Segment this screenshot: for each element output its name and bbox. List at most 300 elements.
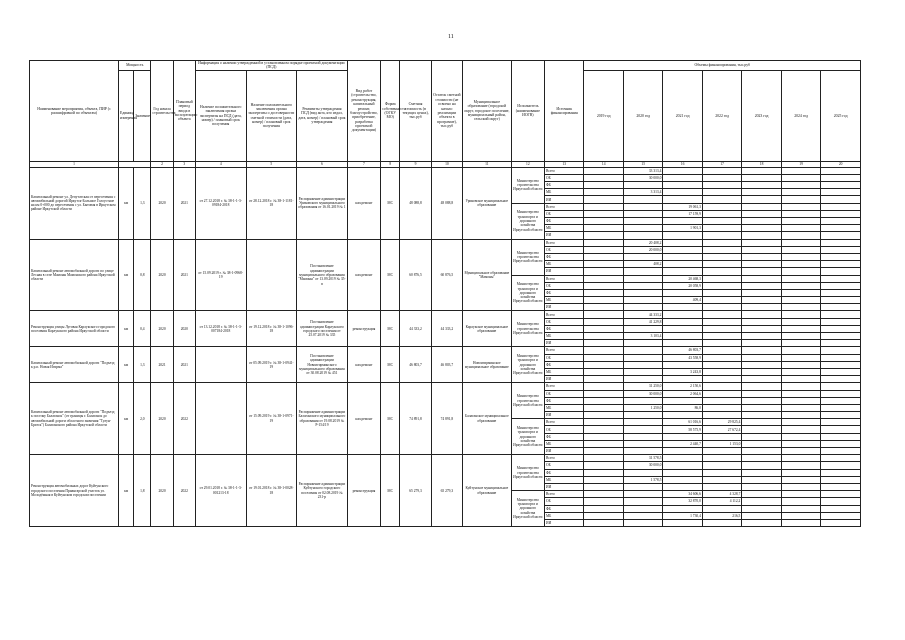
funding-value	[781, 512, 820, 519]
funding-source: ФБ	[545, 182, 584, 189]
funding-value	[742, 376, 781, 383]
project-name: Капитальный ремонт автомобильной дороги "Подъезд к р.п. Новая Игирма"	[30, 347, 119, 383]
funding-value	[623, 519, 662, 526]
project-name: Капитальный ремонт автомобильной дороги по улице Лесная в селе Мамоны Мамонского района Иркутской области	[30, 239, 119, 311]
project-unit: км	[119, 383, 134, 455]
project-municipality: Уриковское муниципальное образование	[463, 167, 512, 239]
funding-value	[821, 483, 861, 490]
funding-value	[742, 505, 781, 512]
funding-value	[781, 340, 820, 347]
funding-value	[742, 225, 781, 232]
project-unit: км	[119, 347, 134, 383]
project-cost: 74 891,8	[400, 383, 431, 455]
project-reliability: от 19.12.2018 г. № 38-1-1096-18	[246, 311, 297, 347]
project-approval: Постановление администрации Новоигирминского муниципального образования от 30.08.2019 № 451	[297, 347, 348, 383]
funding-value	[742, 189, 781, 196]
funding-value: 61 016,6	[663, 419, 702, 426]
funding-value	[821, 210, 861, 217]
project-value: 1,3	[134, 347, 151, 383]
column-number: 11	[463, 161, 512, 167]
funding-value	[781, 189, 820, 196]
project-work-type: кап.ремонт	[347, 239, 380, 311]
funding-source: ИИ	[545, 519, 584, 526]
header-unit: Единица измерения	[119, 70, 134, 161]
funding-value	[702, 182, 741, 189]
funding-value	[742, 196, 781, 203]
header-year-2023: 2023 год	[742, 70, 781, 161]
funding-value	[702, 376, 741, 383]
funding-value	[702, 167, 741, 174]
funding-value	[663, 174, 702, 181]
funding-value: 19 061,3	[663, 203, 702, 210]
project-work-type: кап.ремонт	[347, 347, 380, 383]
funding-value	[821, 268, 861, 275]
funding-value	[781, 239, 820, 246]
funding-source: МБ	[545, 189, 584, 196]
funding-value	[781, 383, 820, 390]
funding-value	[623, 397, 662, 404]
funding-value	[821, 390, 861, 397]
funding-value: 1 153,0	[702, 440, 741, 447]
funding-value	[663, 196, 702, 203]
column-number: 5	[246, 161, 297, 167]
funding-value	[821, 440, 861, 447]
project-conclusion: от 29.01.2018 г. № 38-1-1-3-001213-18	[195, 455, 246, 527]
funding-value	[821, 491, 861, 498]
table-row	[30, 455, 861, 462]
header-plan-term: Плановый период ввода в эксплуатацию объекта	[173, 61, 195, 162]
funding-value	[821, 347, 861, 354]
funding-value	[584, 469, 623, 476]
funding-value	[584, 419, 623, 426]
funding-source: МБ	[545, 261, 584, 268]
project-value: 2,0	[134, 383, 151, 455]
funding-value	[781, 426, 820, 433]
funding-value	[821, 196, 861, 203]
funding-value	[821, 182, 861, 189]
funding-value	[742, 268, 781, 275]
funding-value	[821, 318, 861, 325]
funding-value	[781, 210, 820, 217]
funding-value	[623, 440, 662, 447]
project-year-start: 2020	[151, 239, 173, 311]
funding-value	[821, 167, 861, 174]
funding-value	[742, 174, 781, 181]
funding-value	[742, 246, 781, 253]
funding-value	[742, 397, 781, 404]
funding-source: МБ	[545, 225, 584, 232]
funding-value	[663, 455, 702, 462]
funding-value	[821, 261, 861, 268]
column-number: 9	[400, 161, 431, 167]
funding-value: 1 250,0	[623, 404, 662, 411]
page-number: 11	[448, 34, 454, 40]
funding-value	[702, 333, 741, 340]
funding-value	[821, 311, 861, 318]
funding-value	[702, 412, 741, 419]
funding-value: 31 578,5	[623, 455, 662, 462]
project-unit: км	[119, 455, 134, 527]
funding-value	[584, 397, 623, 404]
project-municipality: Куйтунское муниципальное образование	[463, 455, 512, 527]
table-row	[30, 167, 861, 174]
funding-value	[584, 225, 623, 232]
funding-value	[821, 203, 861, 210]
funding-value	[584, 289, 623, 296]
funding-source: ФБ	[545, 325, 584, 332]
funding-value	[781, 462, 820, 469]
funding-value	[781, 174, 820, 181]
project-remaining: 65 279,3	[431, 455, 462, 527]
funding-value	[742, 476, 781, 483]
funding-value	[781, 390, 820, 397]
funding-value	[584, 203, 623, 210]
column-number: 19	[781, 161, 820, 167]
funding-value	[781, 311, 820, 318]
column-number: 17	[702, 161, 741, 167]
project-value: 0,4	[134, 311, 151, 347]
funding-value	[584, 333, 623, 340]
funding-value	[623, 210, 662, 217]
funding-value: 43 558,9	[663, 354, 702, 361]
column-number: 4	[195, 161, 246, 167]
funding-value: 409,4	[663, 297, 702, 304]
funding-value	[663, 519, 702, 526]
project-cost: 65 279,3	[400, 455, 431, 527]
funding-value	[742, 203, 781, 210]
funding-value	[781, 376, 820, 383]
funding-value	[663, 462, 702, 469]
project-ownership: МС	[381, 455, 400, 527]
funding-value: 34 606,6	[663, 491, 702, 498]
funding-value	[584, 347, 623, 354]
funding-value	[623, 225, 662, 232]
funding-value	[623, 232, 662, 239]
executor-cell: Министерство строительства Иркутской области	[511, 383, 544, 419]
funding-value	[742, 182, 781, 189]
funding-value	[781, 469, 820, 476]
funding-value	[821, 426, 861, 433]
funding-value: 2 440,7	[663, 440, 702, 447]
funding-value	[702, 196, 741, 203]
project-ownership: МС	[381, 167, 400, 239]
funding-value	[584, 404, 623, 411]
header-value: Значение	[134, 70, 151, 161]
funding-value	[781, 491, 820, 498]
funding-value	[821, 239, 861, 246]
funding-value	[702, 261, 741, 268]
header-year-2020: 2020 год	[623, 70, 662, 161]
funding-value	[742, 483, 781, 490]
column-number: 18	[742, 161, 781, 167]
funding-value	[584, 491, 623, 498]
project-name: Капитальный ремонт ул. Депутатская от пересечения с автомобильной дорогой Иркутск-Большое Голоустное на км 0+000 до пересечения с ул. Бытовая в Иркутском районе Иркутской области	[30, 167, 119, 239]
column-number: 8	[381, 161, 400, 167]
funding-value	[663, 412, 702, 419]
funding-value	[702, 218, 741, 225]
funding-value	[584, 498, 623, 505]
project-approval: Распоряжение администрации Балаганского муниципального образования от 19.08.2019 № Р-154/19	[297, 383, 348, 455]
funding-source: ОБ	[545, 174, 584, 181]
funding-value: 20 000,0	[623, 246, 662, 253]
funding-value	[584, 426, 623, 433]
funding-source: ИИ	[545, 412, 584, 419]
funding-value	[742, 519, 781, 526]
header-capacity: Мощность	[119, 61, 151, 71]
executor-cell: Министерство строительства Иркутской области	[511, 167, 544, 203]
funding-value	[742, 218, 781, 225]
funding-value	[702, 476, 741, 483]
funding-source: ИИ	[545, 304, 584, 311]
funding-value	[781, 433, 820, 440]
funding-source: МБ	[545, 476, 584, 483]
funding-value	[702, 275, 741, 282]
project-work-type: кап.ремонт	[347, 167, 380, 239]
funding-value: 3 243,8	[663, 368, 702, 375]
funding-value	[821, 333, 861, 340]
funding-value	[781, 268, 820, 275]
funding-value	[781, 203, 820, 210]
project-unit: км	[119, 167, 134, 239]
column-number: 6	[297, 161, 348, 167]
funding-source: ФБ	[545, 289, 584, 296]
executor-cell: Министерство транспорта и дорожного хозяйства Иркутской области	[511, 347, 544, 383]
project-year-start: 2020	[151, 383, 173, 455]
funding-value	[663, 505, 702, 512]
header-year-2021: 2021 год	[663, 70, 702, 161]
funding-value	[623, 361, 662, 368]
funding-value	[623, 376, 662, 383]
funding-value	[584, 311, 623, 318]
project-municipality: Новоигирминское муниципальное образование	[463, 347, 512, 383]
funding-value: 3 103,4	[623, 333, 662, 340]
funding-value	[623, 412, 662, 419]
funding-value	[821, 433, 861, 440]
funding-value	[821, 512, 861, 519]
funding-value	[584, 304, 623, 311]
funding-value	[781, 455, 820, 462]
funding-value	[663, 448, 702, 455]
funding-value	[781, 232, 820, 239]
funding-value	[821, 404, 861, 411]
funding-value	[821, 297, 861, 304]
funding-value	[663, 261, 702, 268]
funding-value	[781, 253, 820, 260]
funding-table	[29, 60, 861, 527]
project-cost: 44 333,2	[400, 311, 431, 347]
funding-value	[623, 491, 662, 498]
funding-value	[742, 440, 781, 447]
project-approval: Распоряжение администрации Уриковского муниципального образования от 16.01.2019 № 1	[297, 167, 348, 239]
funding-value	[663, 476, 702, 483]
funding-value	[663, 333, 702, 340]
funding-value	[781, 246, 820, 253]
funding-value	[623, 203, 662, 210]
funding-source: МБ	[545, 297, 584, 304]
funding-value	[742, 383, 781, 390]
funding-value	[702, 448, 741, 455]
funding-value	[702, 268, 741, 275]
funding-value	[584, 218, 623, 225]
funding-value	[702, 304, 741, 311]
funding-source: МБ	[545, 512, 584, 519]
funding-value	[702, 347, 741, 354]
project-year-end: 2022	[173, 383, 195, 455]
funding-value	[623, 433, 662, 440]
table-header	[30, 61, 861, 168]
funding-value	[702, 455, 741, 462]
funding-value: 1 730,4	[663, 512, 702, 519]
funding-source: МБ	[545, 368, 584, 375]
header-pos-conclusion: Наличие положительного заключения органа экспертизы на ПСД (дата, номер) / плановый срок получения	[195, 70, 246, 161]
project-remaining: 60 876,5	[431, 239, 462, 311]
project-conclusion: от 13.12.2018 г. № 38-1-1-3-007184-2018	[195, 311, 246, 347]
funding-value	[702, 462, 741, 469]
funding-value	[781, 440, 820, 447]
funding-value	[623, 512, 662, 519]
header-source: Источник финансирования	[545, 61, 584, 162]
column-number: 15	[623, 161, 662, 167]
funding-value: 30 000,0	[623, 390, 662, 397]
funding-value	[663, 397, 702, 404]
funding-value	[584, 210, 623, 217]
funding-value	[623, 368, 662, 375]
funding-value	[702, 189, 741, 196]
column-number: 16	[663, 161, 702, 167]
funding-value	[742, 304, 781, 311]
funding-source: Всего	[545, 455, 584, 462]
funding-value	[821, 419, 861, 426]
project-municipality: Балаганское муниципальное образование	[463, 383, 512, 455]
funding-value	[781, 354, 820, 361]
table-row	[30, 383, 861, 390]
column-number: 3	[173, 161, 195, 167]
funding-value	[663, 289, 702, 296]
column-number: 1	[30, 161, 119, 167]
funding-value	[742, 275, 781, 282]
header-municipality: Муниципальное образование (городской округ, городское поселение, муниципальный район, сельский округ)	[463, 61, 512, 162]
funding-value	[742, 361, 781, 368]
project-value: 1,8	[134, 455, 151, 527]
project-municipality: Муниципальное образование "Мамоны"	[463, 239, 512, 311]
funding-value	[584, 282, 623, 289]
project-year-end: 2021	[173, 167, 195, 239]
funding-source: ИИ	[545, 196, 584, 203]
project-name: Капитальный ремонт автомобильной дороги "Подъезд к поселку Балаганск" (от границы г. Балаганск до автомобильной дороги областного значения "Тулун-Братск") Балаганского района Иркутской области	[30, 383, 119, 455]
header-name: Наименование мероприятия, объекта, ПИР (с расшифровкой по объектам)	[30, 61, 119, 162]
project-conclusion: от 15.09.2019 г. № 38-1-0968-19	[195, 239, 246, 311]
funding-value	[781, 297, 820, 304]
funding-value	[821, 225, 861, 232]
funding-value	[781, 412, 820, 419]
funding-source: ФБ	[545, 505, 584, 512]
funding-source: ФБ	[545, 361, 584, 368]
funding-value	[584, 167, 623, 174]
funding-value	[742, 512, 781, 519]
project-year-end: 2022	[173, 455, 195, 527]
funding-value	[584, 455, 623, 462]
project-unit: км	[119, 311, 134, 347]
funding-value	[821, 282, 861, 289]
funding-value	[781, 282, 820, 289]
funding-value	[781, 275, 820, 282]
funding-source: Всего	[545, 383, 584, 390]
funding-value	[663, 361, 702, 368]
executor-cell: Министерство строительства Иркутской области	[511, 455, 544, 491]
funding-value	[821, 455, 861, 462]
funding-source: ОБ	[545, 462, 584, 469]
funding-value	[702, 239, 741, 246]
project-approval: Постановление администрации муниципального образования "Мамоны" от 13.09.2019 № 35-п	[297, 239, 348, 311]
funding-value	[623, 289, 662, 296]
table-row	[30, 239, 861, 246]
funding-value	[742, 289, 781, 296]
funding-value	[663, 232, 702, 239]
funding-source: ФБ	[545, 253, 584, 260]
funding-value	[584, 519, 623, 526]
funding-value: 2 150,6	[663, 383, 702, 390]
funding-value: 33 313,4	[623, 167, 662, 174]
funding-value	[821, 476, 861, 483]
header-ownership: Форма собственности (ОГКУ МО)	[381, 61, 400, 162]
funding-source: МБ	[545, 440, 584, 447]
funding-value	[623, 253, 662, 260]
funding-value	[584, 368, 623, 375]
funding-value	[781, 304, 820, 311]
funding-value	[663, 246, 702, 253]
funding-value	[821, 397, 861, 404]
funding-value	[584, 476, 623, 483]
project-reliability: от 05.09.2019 г. № 38-1-0941-19	[246, 347, 297, 383]
funding-value	[702, 325, 741, 332]
funding-value: 4 112,2	[702, 498, 741, 505]
funding-source: ИИ	[545, 340, 584, 347]
project-conclusion	[195, 383, 246, 455]
funding-value	[781, 261, 820, 268]
funding-value	[821, 325, 861, 332]
header-pos-reliability: Наличие положительного заключения органа экспертизы о достоверности сметной стоимости (дата, номер) / плановый срок получения	[246, 70, 297, 161]
column-number: 20	[821, 161, 861, 167]
funding-source: Всего	[545, 311, 584, 318]
funding-value	[781, 347, 820, 354]
funding-value	[663, 218, 702, 225]
funding-value	[584, 412, 623, 419]
funding-value	[702, 469, 741, 476]
funding-value	[623, 483, 662, 490]
project-year-start: 2020	[151, 311, 173, 347]
funding-value	[781, 182, 820, 189]
funding-value	[702, 397, 741, 404]
header-work-type: Вид работ (строительство, реконструкция, капитальный ремонт, благоустройство, приобретение, разработка проектной документации)	[347, 61, 380, 162]
funding-value	[663, 167, 702, 174]
project-name: Реконструкция улицы Луговая Карлукского городского поселения Карлукского района Иркутской области	[30, 311, 119, 347]
funding-value	[821, 354, 861, 361]
funding-value	[623, 426, 662, 433]
funding-value	[742, 448, 781, 455]
project-conclusion	[195, 347, 246, 383]
funding-value	[742, 419, 781, 426]
funding-value	[742, 390, 781, 397]
header-psd-info: Информация о наличии утвержденной в установленном порядке проектной документации (ПСД)	[195, 61, 347, 71]
funding-source: ИИ	[545, 232, 584, 239]
funding-value	[742, 340, 781, 347]
funding-value	[781, 318, 820, 325]
executor-cell: Министерство транспорта и дорожного хозяйства Иркутской области	[511, 275, 544, 311]
funding-value	[781, 519, 820, 526]
funding-value: 1 578,5	[623, 476, 662, 483]
funding-value	[821, 275, 861, 282]
project-ownership: МС	[381, 311, 400, 347]
